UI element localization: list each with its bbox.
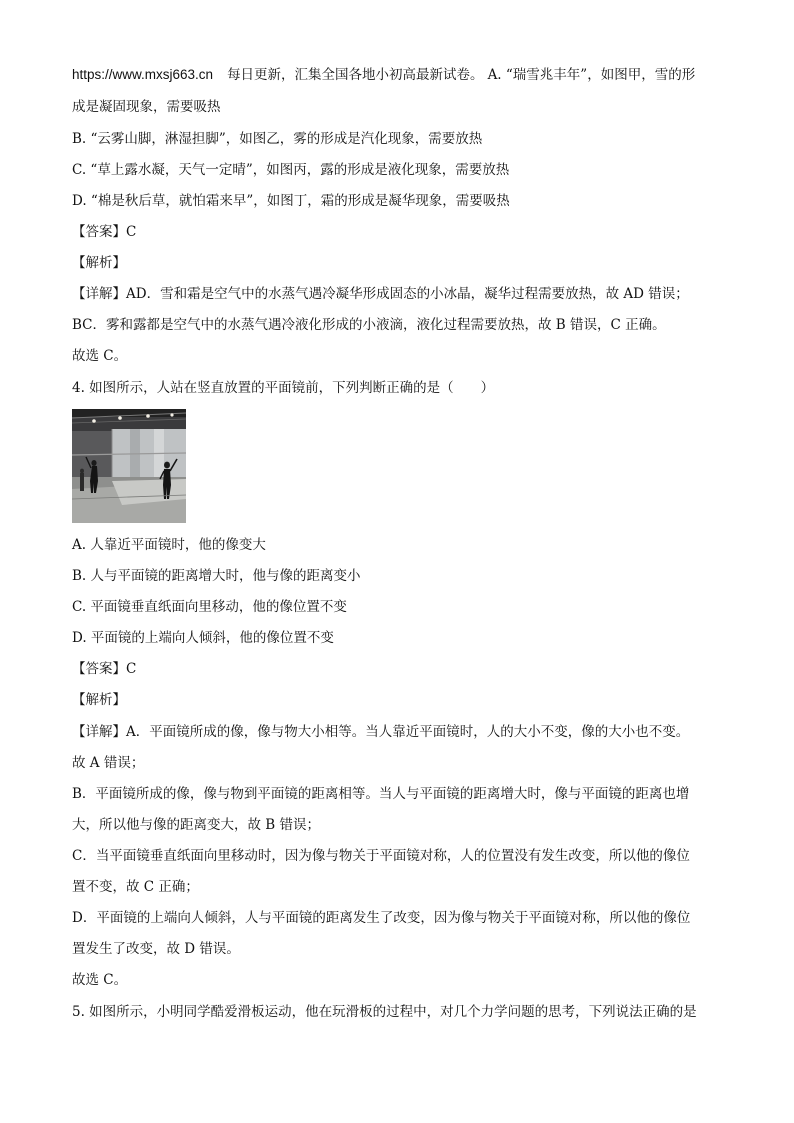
q3-option-a-line1: A. “瑞雪兆丰年”，如图甲，雪的形	[487, 67, 696, 83]
q4-analysis-heading: 【解析】	[72, 692, 126, 708]
q4-detail-d-line1: D．平面镜的上端向人倾斜，人与平面镜的距离发生了改变，因为像与物关于平面镜对称，所以他的像位	[72, 910, 691, 926]
q4-option-c: C. 平面镜垂直纸面向里移动，他的像位置不变	[72, 599, 347, 615]
q4-conclusion: 故选 C。	[72, 972, 128, 988]
q3-detail-line1: 【详解】AD．雪和霜是空气中的水蒸气遇冷凝华形成固态的小冰晶，凝华过程需要放热，故 AD 错误；	[72, 286, 689, 302]
q4-detail-c-line1: C．当平面镜垂直纸面向里移动时，因为像与物关于平面镜对称，人的位置没有发生改变，所以他的像位	[72, 848, 690, 864]
q4-answer: 【答案】C	[72, 661, 137, 677]
q4-detail-c-line2: 置不变，故 C 正确；	[72, 879, 199, 895]
q3-option-b: B. “云雾山脚，淋湿担脚”，如图乙，雾的形成是汽化现象，需要放热	[72, 131, 483, 147]
header-line	[72, 65, 722, 85]
q4-option-b: B. 人与平面镜的距离增大时，他与像的距离变小	[72, 568, 361, 584]
q4-detail-a-line2: 故 A 错误；	[72, 755, 145, 771]
q3-analysis-heading: 【解析】	[72, 255, 126, 271]
q3-option-a-line2: 成是凝固现象，需要吸热	[72, 99, 221, 115]
q3-conclusion: 故选 C。	[72, 348, 128, 364]
q4-detail-b-line2: 大，所以他与像的距离变大，故 B 错误；	[72, 817, 321, 833]
mirror-dance-studio-photo	[72, 409, 186, 523]
q3-detail-line2: BC．雾和露都是空气中的水蒸气遇冷液化形成的小液滴，液化过程需要放热，故 B 错误，C 正确。	[72, 317, 666, 333]
q4-detail-d-line2: 置发生了改变，故 D 错误。	[72, 941, 240, 957]
q5-stem: 5. 如图所示，小明同学酷爱滑板运动，他在玩滑板的过程中，对几个力学问题的思考，下列说法正确的是	[72, 1004, 697, 1020]
q4-stem: 4. 如图所示，人站在竖直放置的平面镜前，下列判断正确的是（ ）	[72, 380, 495, 396]
source-url[interactable]: https://www.mxsj663.cn	[72, 67, 214, 82]
q4-detail-b-line1: B．平面镜所成的像，像与物到平面镜的距离相等。当人与平面镜的距离增大时，像与平面镜的距离也增	[72, 786, 690, 802]
q4-option-d: D. 平面镜的上端向人倾斜，他的像位置不变	[72, 630, 334, 646]
q3-option-d: D. “棉是秋后草，就怕霜来早”，如图丁，霜的形成是凝华现象，需要吸热	[72, 193, 510, 209]
source-tagline: 每日更新，汇集全国各地小初高最新试卷。	[227, 67, 484, 83]
q3-option-c: C. “草上露水凝，天气一定晴”，如图丙，露的形成是液化现象，需要放热	[72, 162, 510, 178]
q4-detail-a-line1: 【详解】A．平面镜所成的像，像与物大小相等。当人靠近平面镜时，人的大小不变，像的大小也不变。	[72, 724, 690, 740]
q3-answer: 【答案】C	[72, 224, 137, 240]
q4-option-a: A. 人靠近平面镜时，他的像变大	[72, 537, 266, 553]
